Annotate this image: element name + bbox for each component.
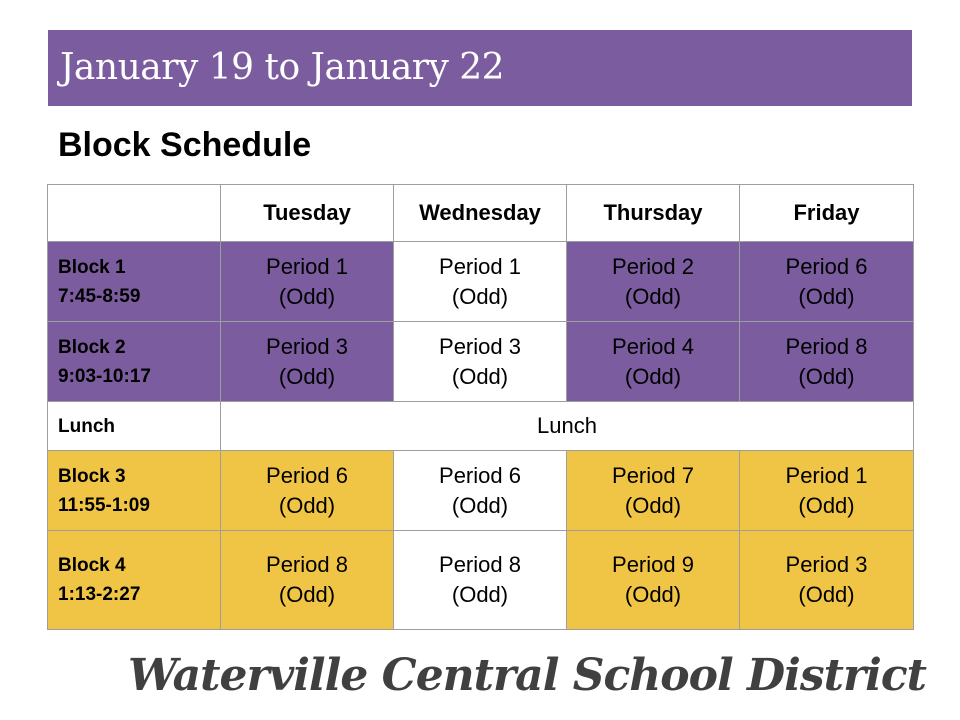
schedule-cell bbox=[740, 451, 914, 531]
block-time: 11:55-1:09 bbox=[58, 494, 150, 516]
block-label bbox=[48, 322, 221, 402]
block-time: 9:03-10:17 bbox=[58, 365, 151, 387]
schedule-cell bbox=[221, 531, 394, 630]
period-parity: (Odd) bbox=[451, 492, 509, 518]
table-row bbox=[48, 242, 914, 322]
header-row bbox=[48, 185, 914, 242]
block-name: Block 4 bbox=[58, 555, 126, 576]
schedule-cell bbox=[567, 451, 740, 531]
block-name: Block 2 bbox=[58, 336, 126, 358]
schedule-cell bbox=[394, 531, 567, 630]
day-header: Tuesday bbox=[221, 185, 394, 242]
period-name: Period 3 bbox=[266, 333, 348, 359]
block-label bbox=[48, 242, 221, 322]
block-label bbox=[48, 451, 221, 531]
period-parity: (Odd) bbox=[624, 492, 682, 518]
corner-cell bbox=[48, 185, 221, 242]
schedule-cell bbox=[221, 242, 394, 322]
period-name: Period 3 bbox=[439, 333, 521, 359]
page-subtitle: Block Schedule bbox=[58, 126, 312, 164]
period-parity: (Odd) bbox=[278, 582, 336, 607]
period-parity: (Odd) bbox=[451, 363, 509, 389]
period-name: Period 6 bbox=[785, 253, 868, 279]
schedule-cell bbox=[394, 242, 567, 322]
lunch-label: Lunch bbox=[48, 402, 221, 451]
table-row bbox=[48, 531, 914, 630]
period-name: Period 8 bbox=[439, 552, 521, 577]
schedule-cell bbox=[740, 531, 914, 630]
schedule-cell bbox=[567, 531, 740, 630]
table-row bbox=[48, 451, 914, 531]
period-parity: (Odd) bbox=[798, 283, 855, 309]
period-name: Period 4 bbox=[612, 333, 694, 359]
period-parity: (Odd) bbox=[278, 283, 336, 309]
period-parity: (Odd) bbox=[278, 363, 336, 389]
period-name: Period 8 bbox=[785, 333, 868, 359]
lunch-row bbox=[48, 402, 914, 451]
period-name: Period 1 bbox=[439, 253, 521, 279]
period-name: Period 3 bbox=[785, 552, 868, 577]
block-time: 7:45-8:59 bbox=[58, 285, 141, 307]
block-label bbox=[48, 531, 221, 630]
period-parity: (Odd) bbox=[798, 363, 855, 389]
period-parity: (Odd) bbox=[624, 363, 682, 389]
title-banner bbox=[48, 30, 912, 106]
schedule-cell bbox=[567, 242, 740, 322]
period-name: Period 2 bbox=[612, 253, 694, 279]
schedule-cell bbox=[394, 322, 567, 402]
table-row bbox=[48, 322, 914, 402]
period-name: Period 7 bbox=[612, 462, 694, 488]
day-header: Friday bbox=[740, 185, 914, 242]
period-parity: (Odd) bbox=[451, 283, 509, 309]
period-parity: (Odd) bbox=[451, 582, 509, 607]
day-header: Wednesday bbox=[394, 185, 567, 242]
block-name: Block 3 bbox=[58, 465, 126, 487]
period-name: Period 1 bbox=[266, 253, 348, 279]
period-parity: (Odd) bbox=[278, 492, 336, 518]
schedule-cell bbox=[740, 242, 914, 322]
schedule-cell bbox=[221, 322, 394, 402]
schedule-cell bbox=[740, 322, 914, 402]
period-parity: (Odd) bbox=[798, 492, 855, 518]
period-name: Period 6 bbox=[266, 462, 348, 488]
schedule-cell bbox=[221, 451, 394, 531]
period-parity: (Odd) bbox=[798, 582, 855, 607]
period-name: Period 9 bbox=[612, 552, 694, 577]
lunch-cell: Lunch bbox=[221, 402, 914, 451]
period-name: Period 1 bbox=[785, 462, 868, 488]
period-parity: (Odd) bbox=[624, 283, 682, 309]
schedule-cell bbox=[394, 451, 567, 531]
schedule-cell bbox=[567, 322, 740, 402]
schedule-table bbox=[47, 184, 914, 630]
period-name: Period 6 bbox=[439, 462, 521, 488]
banner-title: January 19 to January 22 bbox=[60, 47, 505, 88]
district-footer: Waterville Central School District bbox=[128, 650, 926, 701]
block-name: Block 1 bbox=[58, 256, 126, 278]
block-time: 1:13-2:27 bbox=[58, 584, 141, 605]
day-header: Thursday bbox=[567, 185, 740, 242]
period-name: Period 8 bbox=[266, 552, 348, 577]
period-parity: (Odd) bbox=[624, 582, 682, 607]
